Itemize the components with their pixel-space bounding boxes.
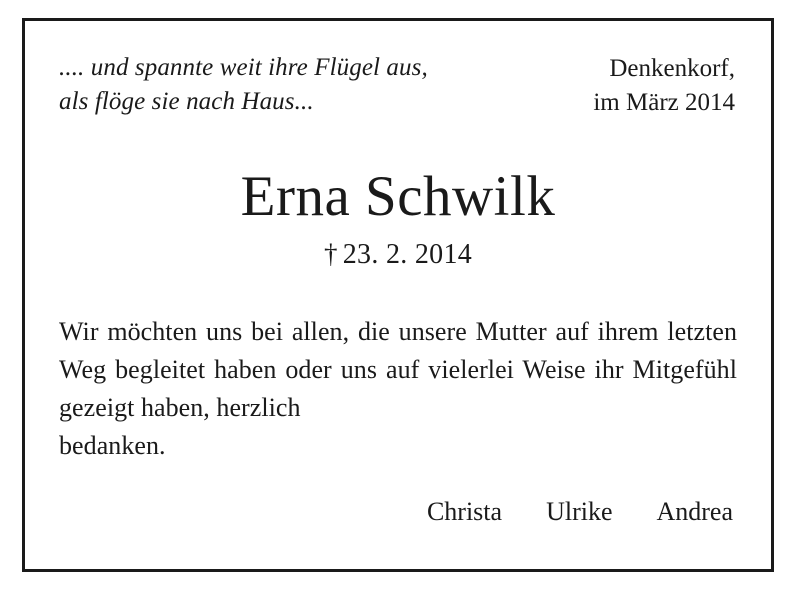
- verse-line-2: als flöge sie nach Haus...: [59, 87, 314, 115]
- signers-row: [59, 497, 737, 527]
- place-line: Denkenkorf,: [609, 55, 735, 82]
- death-date: 23. 2. 2014: [342, 238, 473, 270]
- thanks-text: Wir möchten uns bei allen, die unsere Mutter auf ihrem letzten Weg begleitet haben oder uns auf vielerlei Weise ihr Mitgefühl gezeigt haben, herzlich: [59, 316, 737, 422]
- place-date-block: [593, 51, 737, 119]
- verse-block: [59, 51, 428, 118]
- cross-icon: †: [323, 238, 338, 269]
- signer-name: Ulrike: [546, 496, 613, 526]
- signer-name: Andrea: [656, 496, 733, 526]
- deceased-name: Erna Schwilk: [240, 165, 556, 228]
- death-date-line: [59, 239, 737, 271]
- obituary-card: [22, 18, 774, 572]
- verse-line-1: .... und spannte weit ihre Flügel aus,: [59, 54, 428, 81]
- publication-month-line: im März 2014: [593, 88, 735, 116]
- header-row: [59, 51, 737, 119]
- thanks-last-line: bedanken.: [59, 430, 166, 460]
- thanks-paragraph: [59, 313, 737, 465]
- signer-name: Christa: [426, 496, 503, 526]
- deceased-block: [59, 167, 737, 271]
